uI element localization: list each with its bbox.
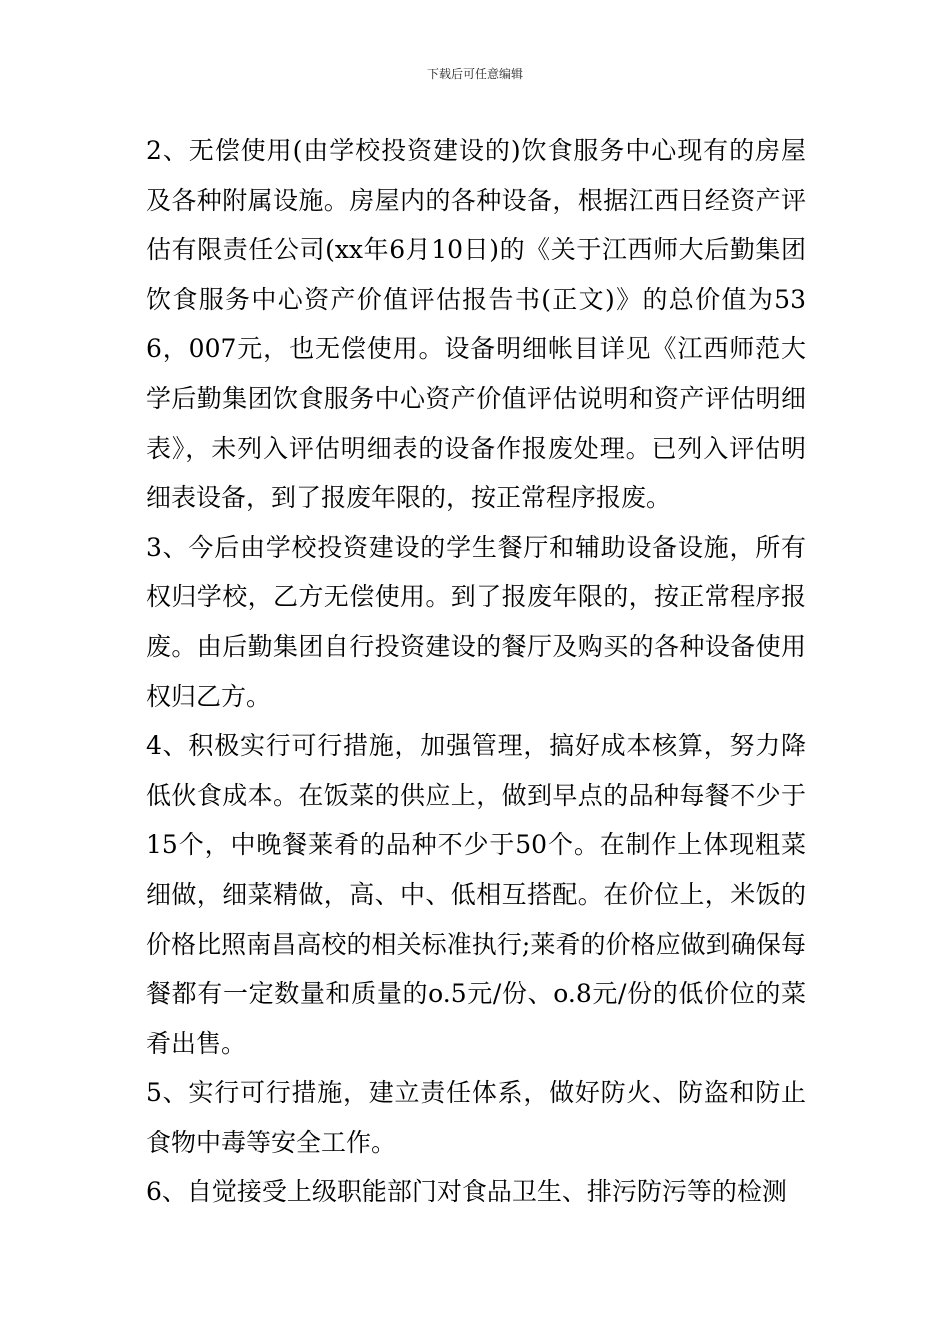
- paragraph-item-6: 6、自觉接受上级职能部门对食品卫生、排污防污等的检测: [146, 1177, 787, 1207]
- paragraph-item-5: 5、实行可行措施，建立责任体系，做好防火、防盗和防止食物中毒等安全工作。: [146, 1078, 806, 1157]
- page-header: 下载后可任意编辑: [426, 67, 523, 81]
- paragraph-item-2: 2、无偿使用(由学校投资建设的)饮食服务中心现有的房屋及各种附属设施。房屋内的各种设备，根据江西日经资产评估有限责任公司(xx年6月10日)的《关于江西师大后勤集团饮食服务中心资产价值评估报告书(正文)》的总价值为536，007元，也无偿使用。设备明细帐目详见《江西师范大学后勤集团饮食服务中心资产价值评估说明和资产评估明细表》，未列入评估明细表的设备作报废处理。已列入评估明细表设备，到了报废年限的，按正常程序报废。: [146, 136, 806, 513]
- paragraph-item-3: 3、今后由学校投资建设的学生餐厅和辅助设备设施，所有权归学校，乙方无偿使用。到了报废年限的，按正常程序报废。由后勤集团自行投资建设的餐厅及购买的各种设备使用权归乙方。: [146, 532, 806, 711]
- paragraph-item-4: 4、积极实行可行措施，加强管理，搞好成本核算，努力降低伙食成本。在饭菜的供应上，做到早点的品种每餐不少于15个，中晚餐莱肴的品种不少于50个。在制作上体现粗菜细做，细菜精做，高、中、低相互搭配。在价位上，米饭的价格比照南昌高校的相关标准执行;莱肴的价格应做到确保每餐都有一定数量和质量的o.5元/份、o.8元/份的低价位的菜肴出售。: [146, 731, 806, 1058]
- document-body: [146, 126, 806, 1217]
